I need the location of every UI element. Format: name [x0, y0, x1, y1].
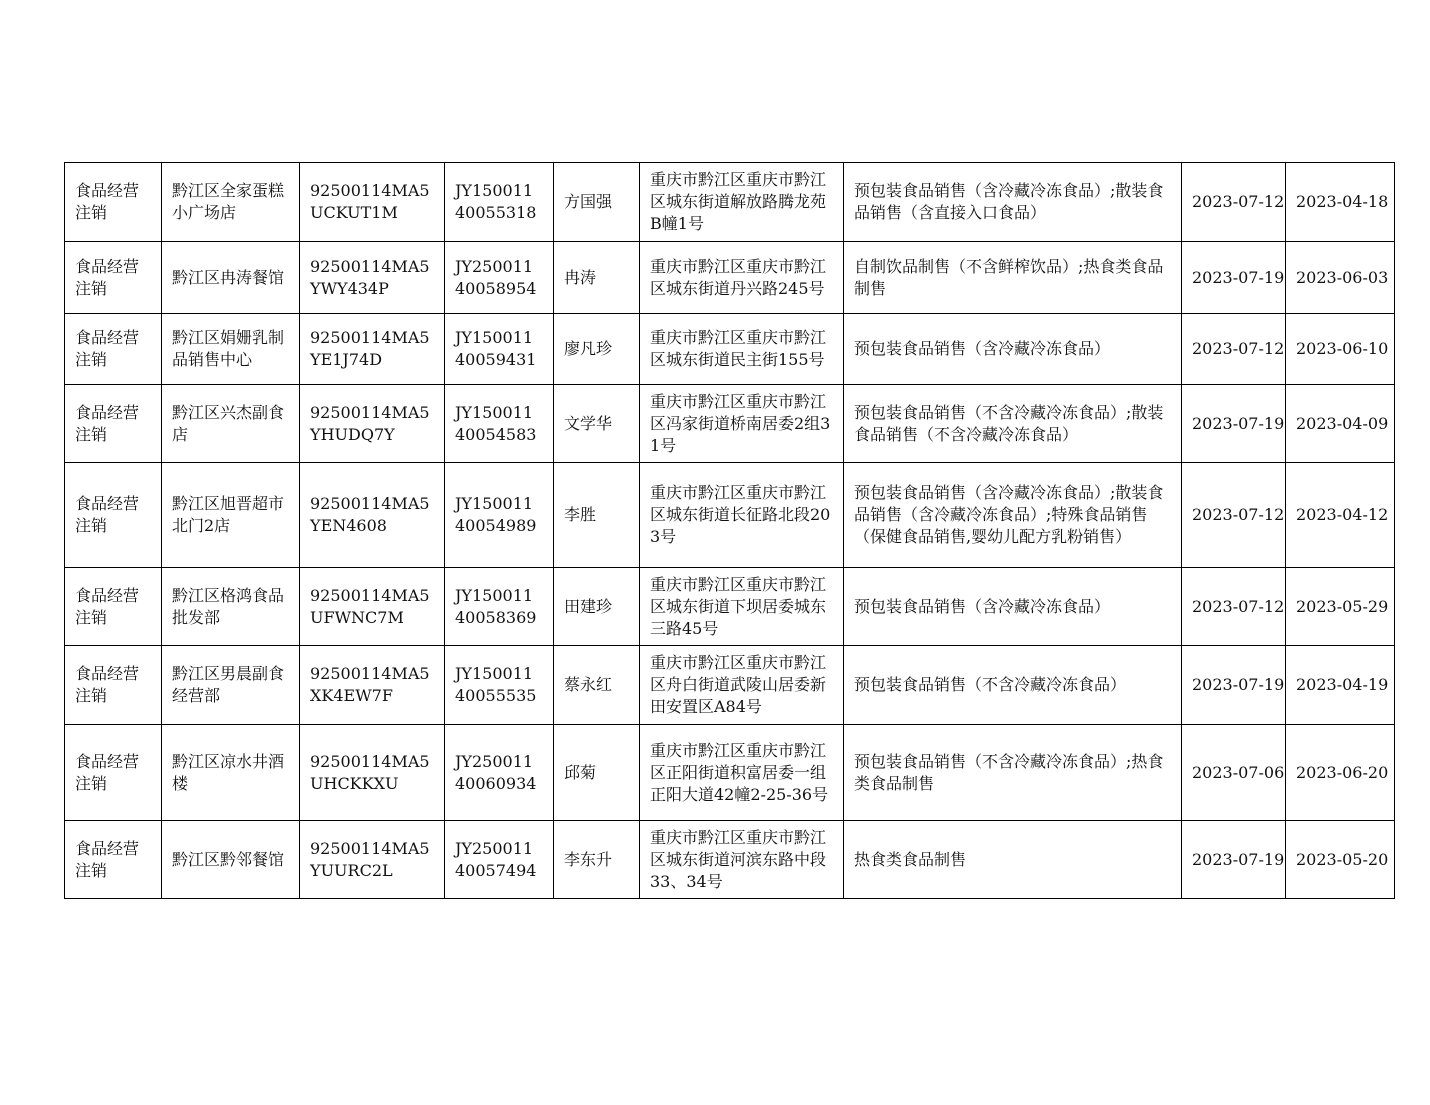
legal-person: 蔡永红	[554, 646, 640, 725]
issue-date: 2023-06-20	[1286, 725, 1395, 821]
business-name: 黔江区娟姗乳制品销售中心	[162, 314, 300, 385]
record-type: 食品经营注销	[65, 242, 162, 314]
issue-date: 2023-05-20	[1286, 821, 1395, 899]
cancel-date: 2023-07-12	[1182, 163, 1286, 242]
business-scope: 预包装食品销售（不含冷藏冷冻食品）;热食类食品制售	[844, 725, 1182, 821]
table-row	[65, 242, 1395, 314]
record-type: 食品经营注销	[65, 314, 162, 385]
license-number: JY25001140057494	[445, 821, 554, 899]
business-scope: 预包装食品销售（含冷藏冷冻食品）;散装食品销售（含直接入口食品）	[844, 163, 1182, 242]
credit-code: 92500114MA5UFWNC7M	[300, 568, 445, 646]
record-type: 食品经营注销	[65, 568, 162, 646]
business-address: 重庆市黔江区重庆市黔江区正阳街道积富居委一组正阳大道42幢2-25-36号	[640, 725, 844, 821]
business-scope: 热食类食品制售	[844, 821, 1182, 899]
credit-code: 92500114MA5UHCKKXU	[300, 725, 445, 821]
business-name: 黔江区全家蛋糕小广场店	[162, 163, 300, 242]
cancel-date: 2023-07-19	[1182, 385, 1286, 463]
table-row	[65, 821, 1395, 899]
table-row	[65, 314, 1395, 385]
record-type: 食品经营注销	[65, 163, 162, 242]
record-type: 食品经营注销	[65, 385, 162, 463]
issue-date: 2023-04-19	[1286, 646, 1395, 725]
record-type: 食品经营注销	[65, 463, 162, 568]
record-type: 食品经营注销	[65, 725, 162, 821]
legal-person: 方国强	[554, 163, 640, 242]
business-scope: 预包装食品销售（含冷藏冷冻食品）;散装食品销售（含冷藏冷冻食品）;特殊食品销售（保健食品销售,婴幼儿配方乳粉销售）	[844, 463, 1182, 568]
credit-code: 92500114MA5YWY434P	[300, 242, 445, 314]
record-type: 食品经营注销	[65, 821, 162, 899]
record-type: 食品经营注销	[65, 646, 162, 725]
credit-code: 92500114MA5YE1J74D	[300, 314, 445, 385]
table-row	[65, 385, 1395, 463]
license-number: JY15001140054583	[445, 385, 554, 463]
issue-date: 2023-04-18	[1286, 163, 1395, 242]
business-address: 重庆市黔江区重庆市黔江区舟白街道武陵山居委新田安置区A84号	[640, 646, 844, 725]
credit-code: 92500114MA5YHUDQ7Y	[300, 385, 445, 463]
legal-person: 田建珍	[554, 568, 640, 646]
business-name: 黔江区格鸿食品批发部	[162, 568, 300, 646]
cancel-date: 2023-07-19	[1182, 646, 1286, 725]
issue-date: 2023-05-29	[1286, 568, 1395, 646]
business-name: 黔江区黔邻餐馆	[162, 821, 300, 899]
cancel-date: 2023-07-12	[1182, 463, 1286, 568]
legal-person: 廖凡珍	[554, 314, 640, 385]
business-scope: 自制饮品制售（不含鲜榨饮品）;热食类食品制售	[844, 242, 1182, 314]
table-row	[65, 463, 1395, 568]
cancel-date: 2023-07-12	[1182, 568, 1286, 646]
business-scope: 预包装食品销售（含冷藏冷冻食品）	[844, 314, 1182, 385]
business-address: 重庆市黔江区重庆市黔江区城东街道丹兴路245号	[640, 242, 844, 314]
legal-person: 邱菊	[554, 725, 640, 821]
business-name: 黔江区旭晋超市北门2店	[162, 463, 300, 568]
license-number: JY15001140055535	[445, 646, 554, 725]
credit-code: 92500114MA5YEN4608	[300, 463, 445, 568]
issue-date: 2023-06-10	[1286, 314, 1395, 385]
license-number: JY15001140058369	[445, 568, 554, 646]
license-number: JY25001140058954	[445, 242, 554, 314]
records-body	[65, 163, 1395, 899]
table-row	[65, 646, 1395, 725]
issue-date: 2023-04-12	[1286, 463, 1395, 568]
legal-person: 冉涛	[554, 242, 640, 314]
credit-code: 92500114MA5XK4EW7F	[300, 646, 445, 725]
cancel-date: 2023-07-12	[1182, 314, 1286, 385]
legal-person: 李东升	[554, 821, 640, 899]
issue-date: 2023-06-03	[1286, 242, 1395, 314]
business-name: 黔江区冉涛餐馆	[162, 242, 300, 314]
business-name: 黔江区兴杰副食店	[162, 385, 300, 463]
license-number: JY15001140054989	[445, 463, 554, 568]
business-scope: 预包装食品销售（含冷藏冷冻食品）	[844, 568, 1182, 646]
business-address: 重庆市黔江区重庆市黔江区城东街道河滨东路中段33、34号	[640, 821, 844, 899]
table-row	[65, 725, 1395, 821]
records-table	[64, 162, 1395, 899]
cancel-date: 2023-07-19	[1182, 821, 1286, 899]
cancel-date: 2023-07-19	[1182, 242, 1286, 314]
license-number: JY25001140060934	[445, 725, 554, 821]
cancel-date: 2023-07-06	[1182, 725, 1286, 821]
issue-date: 2023-04-09	[1286, 385, 1395, 463]
license-number: JY15001140059431	[445, 314, 554, 385]
legal-person: 文学华	[554, 385, 640, 463]
business-name: 黔江区凉水井酒楼	[162, 725, 300, 821]
license-number: JY15001140055318	[445, 163, 554, 242]
legal-person: 李胜	[554, 463, 640, 568]
business-name: 黔江区男晨副食经营部	[162, 646, 300, 725]
business-address: 重庆市黔江区重庆市黔江区城东街道长征路北段203号	[640, 463, 844, 568]
business-address: 重庆市黔江区重庆市黔江区城东街道民主街155号	[640, 314, 844, 385]
business-scope: 预包装食品销售（不含冷藏冷冻食品）	[844, 646, 1182, 725]
business-address: 重庆市黔江区重庆市黔江区冯家街道桥南居委2组31号	[640, 385, 844, 463]
credit-code: 92500114MA5UCKUT1M	[300, 163, 445, 242]
table-row	[65, 163, 1395, 242]
table-row	[65, 568, 1395, 646]
business-scope: 预包装食品销售（不含冷藏冷冻食品）;散装食品销售（不含冷藏冷冻食品）	[844, 385, 1182, 463]
business-address: 重庆市黔江区重庆市黔江区城东街道解放路腾龙苑B幢1号	[640, 163, 844, 242]
business-address: 重庆市黔江区重庆市黔江区城东街道下坝居委城东三路45号	[640, 568, 844, 646]
credit-code: 92500114MA5YUURC2L	[300, 821, 445, 899]
